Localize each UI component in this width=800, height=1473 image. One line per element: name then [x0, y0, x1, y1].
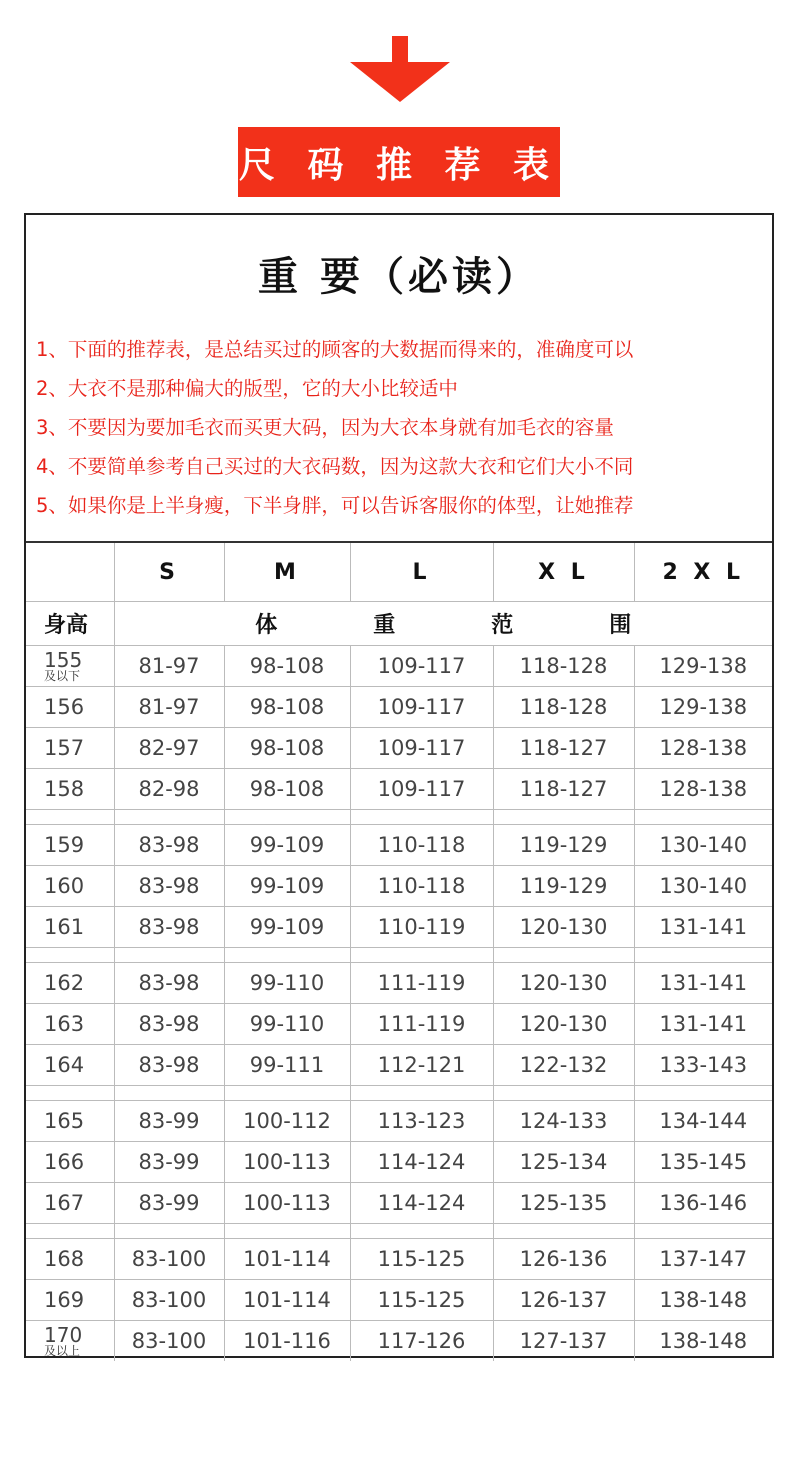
weight-range-cell: 109-117: [350, 646, 493, 687]
weight-range-cell: 122-132: [493, 1045, 634, 1086]
weight-range-cell: 130-140: [634, 866, 772, 907]
corner-cell: [26, 542, 114, 602]
table-row: [26, 1142, 772, 1183]
table-row: [26, 1004, 772, 1045]
weight-range-cell: 133-143: [634, 1045, 772, 1086]
weight-range-cell: 118-127: [493, 728, 634, 769]
height-cell: [26, 1321, 114, 1362]
weight-range-cell: 119-129: [493, 866, 634, 907]
weight-range-cell: 131-141: [634, 963, 772, 1004]
weight-range-cell: 120-130: [493, 907, 634, 948]
weight-range-cell: 111-119: [350, 963, 493, 1004]
height-cell: 156: [26, 687, 114, 728]
weight-range-char: 重: [373, 613, 396, 638]
spacer-cell: [634, 1224, 772, 1239]
weight-range-cell: 99-109: [224, 866, 350, 907]
spacer-cell: [224, 810, 350, 825]
weight-range-cell: 83-100: [114, 1321, 224, 1362]
height-cell: 164: [26, 1045, 114, 1086]
size-header-l: L: [350, 542, 493, 602]
weight-range-cell: 125-134: [493, 1142, 634, 1183]
spacer-cell: [350, 948, 493, 963]
notice-item: 2、大衣不是那种偏大的版型，它的大小比较适中: [36, 377, 458, 400]
table-row: [26, 1183, 772, 1224]
weight-range-cell: 128-138: [634, 728, 772, 769]
height-cell: 168: [26, 1239, 114, 1280]
notice-item: 1、下面的推荐表，是总结买过的顾客的大数据而得来的，准确度可以: [36, 338, 634, 361]
spacer-cell: [114, 1086, 224, 1101]
weight-range-cell: 98-108: [224, 646, 350, 687]
weight-range-cell: 129-138: [634, 687, 772, 728]
table-row: [26, 825, 772, 866]
height-cell: 157: [26, 728, 114, 769]
table-row: [26, 646, 772, 687]
spacer-cell: [350, 1086, 493, 1101]
weight-range-cell: 135-145: [634, 1142, 772, 1183]
spacer-cell: [634, 1086, 772, 1101]
spacer-cell: [493, 1086, 634, 1101]
spacer-row: [26, 810, 772, 825]
notice-item: 4、不要简单参考自己买过的大衣码数，因为这款大衣和它们大小不同: [36, 455, 634, 478]
weight-range-cell: 99-109: [224, 907, 350, 948]
weight-range-cell: 83-98: [114, 1004, 224, 1045]
size-table: [26, 541, 772, 1361]
weight-range-cell: 83-99: [114, 1101, 224, 1142]
weight-range-cell: 130-140: [634, 825, 772, 866]
spacer-cell: [493, 948, 634, 963]
down-arrow-icon: [350, 36, 450, 102]
height-value: 170: [44, 1323, 83, 1347]
weight-range-cell: 101-114: [224, 1239, 350, 1280]
size-header-s: S: [114, 542, 224, 602]
spacer-cell: [634, 810, 772, 825]
weight-range-cell: 81-97: [114, 646, 224, 687]
weight-range-cell: 138-148: [634, 1280, 772, 1321]
weight-range-cell: 83-99: [114, 1183, 224, 1224]
weight-range-cell: 100-113: [224, 1142, 350, 1183]
weight-range-cell: 126-136: [493, 1239, 634, 1280]
spacer-row: [26, 1224, 772, 1239]
weight-range-cell: 110-118: [350, 866, 493, 907]
weight-range-cell: 118-128: [493, 687, 634, 728]
weight-range-cell: 98-108: [224, 769, 350, 810]
size-header-row: [26, 542, 772, 602]
weight-range-cell: 124-133: [493, 1101, 634, 1142]
height-cell: 167: [26, 1183, 114, 1224]
weight-range-cell: 101-114: [224, 1280, 350, 1321]
weight-range-cell: 100-113: [224, 1183, 350, 1224]
weight-range-cell: 98-108: [224, 728, 350, 769]
spacer-cell: [224, 1224, 350, 1239]
weight-range-cell: 127-137: [493, 1321, 634, 1362]
notice-title: 重 要（必读）: [258, 253, 540, 300]
weight-range-cell: 110-118: [350, 825, 493, 866]
weight-range-cell: 109-117: [350, 769, 493, 810]
weight-range-cell: 99-109: [224, 825, 350, 866]
spacer-row: [26, 1086, 772, 1101]
weight-range-cell: 128-138: [634, 769, 772, 810]
spacer-cell: [114, 810, 224, 825]
height-cell: 163: [26, 1004, 114, 1045]
weight-range-cell: 83-100: [114, 1239, 224, 1280]
table-row: [26, 907, 772, 948]
weight-range-cell: 83-98: [114, 907, 224, 948]
weight-range-cell: 131-141: [634, 907, 772, 948]
spacer-cell: [224, 948, 350, 963]
weight-range-cell: 109-117: [350, 687, 493, 728]
height-cell: 165: [26, 1101, 114, 1142]
weight-range-cell: 117-126: [350, 1321, 493, 1362]
weight-range-cell: 83-98: [114, 866, 224, 907]
weight-range-cell: 101-116: [224, 1321, 350, 1362]
height-cell: 162: [26, 963, 114, 1004]
weight-range-cell: 98-108: [224, 687, 350, 728]
weight-range-cell: 118-128: [493, 646, 634, 687]
table-row: [26, 728, 772, 769]
weight-range-cell: 131-141: [634, 1004, 772, 1045]
spacer-row: [26, 948, 772, 963]
spacer-cell: [493, 1224, 634, 1239]
size-chart-panel: [24, 213, 774, 1358]
weight-range-char: 体: [255, 613, 278, 638]
weight-range-cell: 114-124: [350, 1183, 493, 1224]
weight-range-char: 范: [491, 613, 514, 638]
spacer-cell: [26, 810, 114, 825]
height-cell: 166: [26, 1142, 114, 1183]
table-row: [26, 769, 772, 810]
height-cell: 160: [26, 866, 114, 907]
height-cell: 159: [26, 825, 114, 866]
weight-range-cell: 82-97: [114, 728, 224, 769]
weight-range-cell: 83-100: [114, 1280, 224, 1321]
notice-item: 5、如果你是上半身瘦，下半身胖，可以告诉客服你的体型，让她推荐: [36, 494, 634, 517]
weight-range-cell: 119-129: [493, 825, 634, 866]
spacer-cell: [26, 1086, 114, 1101]
weight-range-cell: 99-110: [224, 963, 350, 1004]
height-note: 及以下: [44, 669, 81, 683]
size-header-2xl: 2 X L: [634, 542, 772, 602]
height-note: 及以上: [44, 1344, 81, 1358]
spacer-cell: [26, 1224, 114, 1239]
height-cell: 169: [26, 1280, 114, 1321]
weight-range-cell: 110-119: [350, 907, 493, 948]
height-header: 身高: [26, 602, 114, 646]
spacer-cell: [26, 948, 114, 963]
weight-range-header: [114, 602, 772, 646]
important-notice: [26, 215, 772, 541]
subheader-row: [26, 602, 772, 646]
weight-range-cell: 112-121: [350, 1045, 493, 1086]
table-row: [26, 1239, 772, 1280]
weight-range-cell: 114-124: [350, 1142, 493, 1183]
table-row: [26, 1280, 772, 1321]
spacer-cell: [114, 948, 224, 963]
notice-list: [36, 330, 633, 525]
spacer-cell: [634, 948, 772, 963]
notice-item: 3、不要因为要加毛衣而买更大码，因为大衣本身就有加毛衣的容量: [36, 416, 614, 439]
table-row: [26, 1321, 772, 1362]
table-row: [26, 1101, 772, 1142]
size-header-xl: X L: [493, 542, 634, 602]
weight-range-cell: 83-98: [114, 825, 224, 866]
height-cell: 158: [26, 769, 114, 810]
weight-range-cell: 125-135: [493, 1183, 634, 1224]
weight-range-cell: 138-148: [634, 1321, 772, 1362]
table-row: [26, 963, 772, 1004]
weight-range-cell: 136-146: [634, 1183, 772, 1224]
weight-range-cell: 120-130: [493, 963, 634, 1004]
height-cell: [26, 646, 114, 687]
weight-range-cell: 118-127: [493, 769, 634, 810]
weight-range-cell: 129-138: [634, 646, 772, 687]
weight-range-cell: 113-123: [350, 1101, 493, 1142]
weight-range-cell: 100-112: [224, 1101, 350, 1142]
size-chart-banner: [238, 127, 560, 197]
spacer-cell: [493, 810, 634, 825]
weight-range-cell: 83-98: [114, 963, 224, 1004]
table-row: [26, 866, 772, 907]
weight-range-cell: 83-98: [114, 1045, 224, 1086]
table-row: [26, 687, 772, 728]
weight-range-cell: 99-110: [224, 1004, 350, 1045]
spacer-cell: [350, 1224, 493, 1239]
weight-range-cell: 134-144: [634, 1101, 772, 1142]
banner-title: 尺 码 推 荐 表: [238, 144, 560, 186]
weight-range-cell: 115-125: [350, 1280, 493, 1321]
weight-range-cell: 137-147: [634, 1239, 772, 1280]
weight-range-cell: 99-111: [224, 1045, 350, 1086]
weight-range-cell: 115-125: [350, 1239, 493, 1280]
table-row: [26, 1045, 772, 1086]
size-header-m: M: [224, 542, 350, 602]
height-cell: 161: [26, 907, 114, 948]
weight-range-cell: 120-130: [493, 1004, 634, 1045]
weight-range-cell: 111-119: [350, 1004, 493, 1045]
spacer-cell: [114, 1224, 224, 1239]
weight-range-cell: 126-137: [493, 1280, 634, 1321]
spacer-cell: [350, 810, 493, 825]
weight-range-cell: 109-117: [350, 728, 493, 769]
weight-range-cell: 83-99: [114, 1142, 224, 1183]
weight-range-cell: 81-97: [114, 687, 224, 728]
height-value: 155: [44, 648, 83, 672]
spacer-cell: [224, 1086, 350, 1101]
weight-range-char: 围: [609, 613, 632, 638]
weight-range-cell: 82-98: [114, 769, 224, 810]
